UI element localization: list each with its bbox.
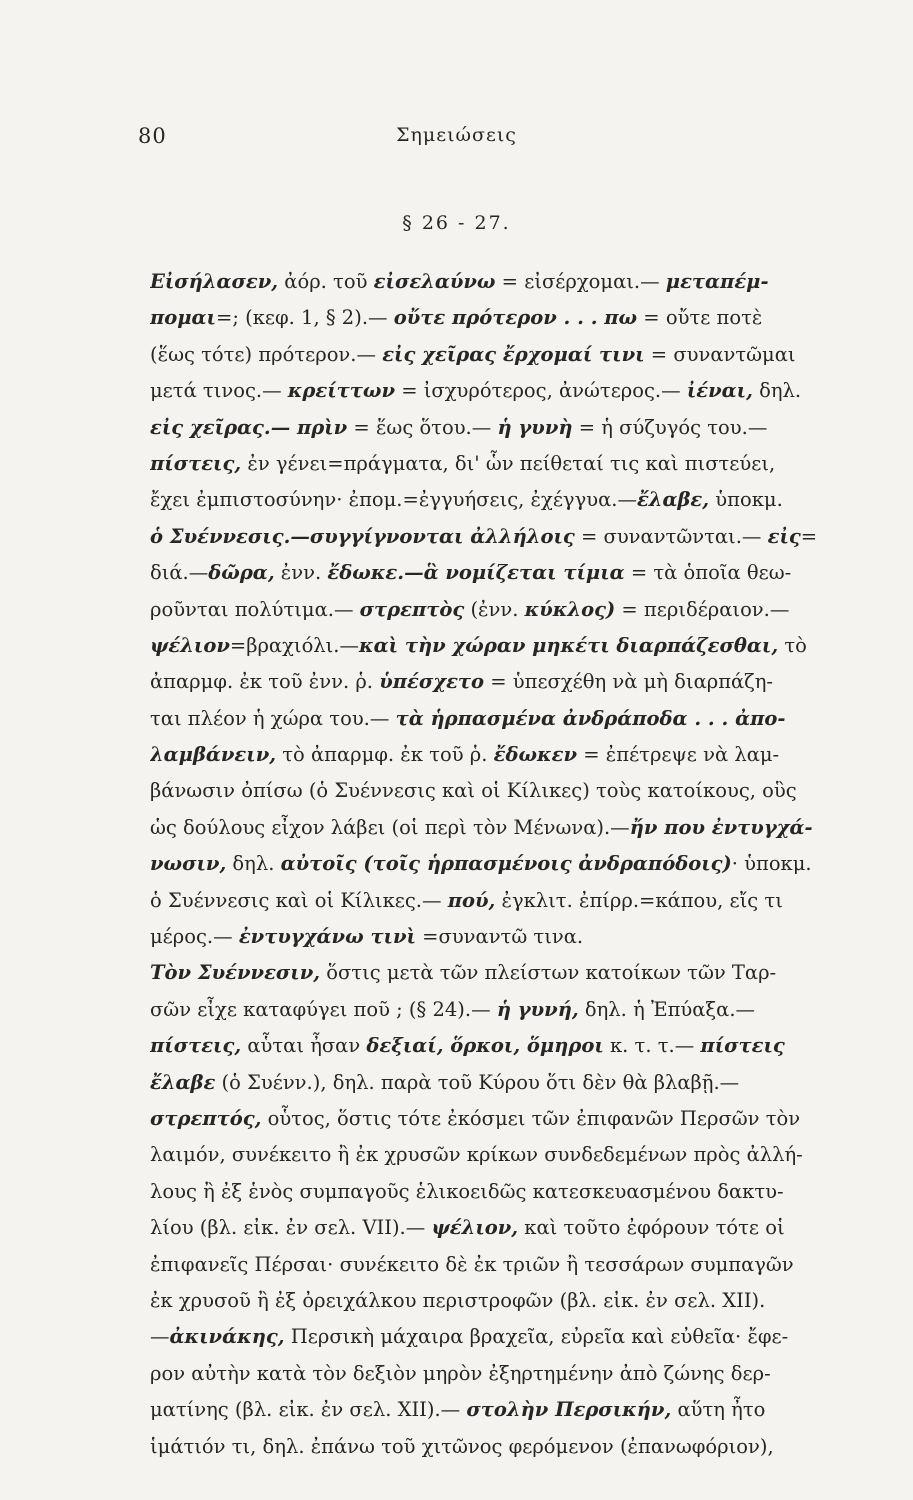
headword: ἔλαβε xyxy=(150,1070,216,1094)
gloss-text: καὶ τοῦτο ἐφόρουν τότε οἱ xyxy=(518,1216,785,1240)
gloss-text: = ἐπέτρεψε νὰ λαμ- xyxy=(577,743,780,767)
page-number: 80 xyxy=(138,124,167,148)
notes-body xyxy=(150,264,902,1465)
text-line xyxy=(150,955,902,991)
gloss-text: λίου (βλ. εἰκ. ἐν σελ. VII).— xyxy=(150,1216,432,1240)
gloss-text: = ἰσχυρότερος, ἀνώτερος.— xyxy=(395,379,687,403)
gloss-text: βάνωσιν ὀπίσω (ὁ Συέννεσις καὶ οἱ Κίλικες) τοὺς κατοίκους, οὓς xyxy=(150,779,797,803)
gloss-text: κ. τ. τ.— xyxy=(603,1034,701,1058)
headword: καὶ τὴν χώραν μηκέτι διαρπάζεσθαι, xyxy=(359,633,779,657)
headword: δῶρα, xyxy=(208,561,275,585)
gloss-text: Περσικὴ μάχαιρα βραχεῖα, εὐρεῖα καὶ εὐθεῖα· ἔφε- xyxy=(284,1325,789,1349)
text-line xyxy=(150,446,902,482)
text-line xyxy=(150,846,902,882)
gloss-text: =συναντῶ τινα. xyxy=(415,925,584,949)
gloss-text: (ἕως τότε) πρότερον.— xyxy=(150,342,383,366)
headword: τὰ ἡρπασμένα ἀνδράποδα . . . ἀπο- xyxy=(395,706,786,730)
gloss-text: ρον αὐτὴν κατὰ τὸν δεξιὸν μηρὸν ἐξηρτημένην ἀπὸ ζώνης δερ- xyxy=(150,1361,771,1385)
text-line xyxy=(150,1356,902,1392)
gloss-text: λαιμόν, συνέκειτο ἢ ἐκ χρυσῶν κρίκων συνδεδεμένων πρὸς ἀλλή- xyxy=(150,1143,803,1167)
gloss-text: τὸ ἀπαρμφ. ἐκ τοῦ ῥ. xyxy=(276,743,494,767)
page-header xyxy=(0,124,913,158)
headword: ἔδωκε.—ἃ νομίζεται τίμια xyxy=(327,561,625,585)
running-title: Σημειώσεις xyxy=(396,124,517,146)
gloss-text: = ὑπεσχέθη νὰ μὴ διαρπάζη- xyxy=(484,670,774,694)
headword: ψέλιον xyxy=(150,633,230,657)
headword: οὔτε πρότερον . . . πω xyxy=(393,306,638,330)
text-line xyxy=(150,1174,902,1210)
text-line xyxy=(150,1101,902,1137)
text-line xyxy=(150,264,902,300)
headword: στολὴν Περσικήν, xyxy=(466,1398,672,1422)
gloss-text: · ὑποκμ. xyxy=(731,852,812,876)
headword: ἡ γυνὴ xyxy=(497,415,573,439)
headword: εἰς χεῖρας ἔρχομαί τινι xyxy=(382,342,645,366)
headword: ἰέναι, xyxy=(686,379,753,403)
headword: ἔλαβε, xyxy=(636,488,710,512)
headword: ψέλιον, xyxy=(431,1216,519,1240)
gloss-text: ὡς δούλους εἶχον λάβει (οἱ περὶ τὸν Μένωνα).— xyxy=(150,815,630,839)
headword: εἰς xyxy=(767,524,801,548)
headword: ὑπέσχετο xyxy=(379,670,485,694)
headword: πίστεις, xyxy=(150,1034,242,1058)
text-line xyxy=(150,555,902,591)
text-line xyxy=(150,664,902,700)
gloss-text: αὕτη ἦτο xyxy=(671,1398,766,1422)
gloss-text: ἔχει ἐμπιστοσύνην· ἐπομ.=ἐγγυήσεις, ἐχέγγυα.— xyxy=(150,488,637,512)
headword: λαμβάνειν, xyxy=(150,743,277,767)
gloss-text: (ὁ Συένν.), δηλ. παρὰ τοῦ Κύρου ὅτι δὲν θὰ βλαβῇ.— xyxy=(215,1070,740,1094)
gloss-text: ἐκ χρυσοῦ ἢ ἐξ ὀρειχάλκου περιστροφῶν (βλ. εἰκ. ἐν σελ. XII). xyxy=(150,1288,766,1312)
text-line xyxy=(150,482,902,518)
gloss-text: ὅστις μετὰ τῶν πλείστων κατοίκων τῶν Ταρ- xyxy=(320,961,777,985)
headword: Τὸν Συέννεσιν, xyxy=(150,961,321,985)
gloss-text: ἀπαρμφ. ἐκ τοῦ ἐνν. ῥ. xyxy=(150,670,380,694)
gloss-text: (ἐνν. xyxy=(464,597,525,621)
headword: αὐτοῖς (τοῖς ἡρπασμένοις ἀνδραπόδοις) xyxy=(280,852,732,876)
gloss-text: ὑποκμ. xyxy=(709,488,783,512)
gloss-text: =βραχιόλι.— xyxy=(229,633,360,657)
gloss-text: ἀόρ. τοῦ xyxy=(278,270,374,293)
gloss-text: = οὔτε ποτὲ xyxy=(637,306,763,330)
text-line xyxy=(150,1247,902,1283)
text-line xyxy=(150,919,902,955)
headword: ἀκινάκης, xyxy=(169,1325,285,1349)
gloss-text: τὸ xyxy=(778,633,807,657)
text-line xyxy=(150,1283,902,1319)
text-line xyxy=(150,410,902,446)
headword: ἔδωκεν xyxy=(493,743,578,767)
headword: ἤν που ἐντυγχά- xyxy=(629,815,813,839)
headword: στρεπτός, xyxy=(150,1106,262,1130)
gloss-text: δηλ. xyxy=(752,379,802,403)
gloss-text: λους ἢ ἐξ ἑνὸς συμπαγοῦς ἑλικοειδῶς κατεσκευασμένου δακτυ- xyxy=(150,1179,784,1203)
text-line xyxy=(150,1065,902,1101)
headword: ἐντυγχάνω τινὶ xyxy=(238,925,416,949)
text-line xyxy=(150,519,902,555)
headword: Εἰσήλασεν, xyxy=(150,270,279,293)
text-line xyxy=(150,1210,902,1246)
gloss-text: ἐνν. xyxy=(274,561,328,585)
gloss-text: ἐπιφανεῖς Πέρσαι· συνέκειτο δὲ ἐκ τριῶν ἢ τεσσάρων συμπαγῶν xyxy=(150,1252,794,1276)
section-heading: § 26 - 27. xyxy=(402,212,511,234)
gloss-text: — xyxy=(150,1325,170,1349)
gloss-text: = συναντῶμαι xyxy=(644,342,796,366)
gloss-text: = ἕως ὅτου.— xyxy=(347,415,498,439)
text-line xyxy=(150,592,902,628)
headword: πρὶν xyxy=(297,415,348,439)
gloss-text: δηλ. ἡ Ἐπύαξα.— xyxy=(578,997,756,1021)
headword: δεξιαί, ὅρκοι, ὅμηροι xyxy=(366,1034,604,1058)
gloss-text: διά.— xyxy=(150,561,209,585)
text-line xyxy=(150,1319,902,1355)
headword: πού, xyxy=(447,888,496,912)
gloss-text: ματίνης (βλ. εἰκ. ἐν σελ. XII).— xyxy=(150,1398,467,1422)
headword: εἰσελαύνω xyxy=(373,270,496,293)
text-line xyxy=(150,1028,902,1064)
gloss-text: ἐγκλιτ. ἐπίρρ.=κάπου, εἴς τι xyxy=(495,888,783,912)
gloss-text: ἱμάτιόν τι, δηλ. ἐπάνω τοῦ χιτῶνος φερόμενον (ἐπανωφόριον), xyxy=(150,1434,774,1458)
gloss-text: αὗται ἦσαν xyxy=(241,1034,367,1058)
text-line xyxy=(150,701,902,737)
headword: ἡ γυνή, xyxy=(496,997,579,1021)
gloss-text: δηλ. xyxy=(226,852,281,876)
gloss-text: = περιδέραιον.— xyxy=(615,597,790,621)
headword: κρείττων xyxy=(287,379,395,403)
text-line xyxy=(150,373,902,409)
headword: νωσιν, xyxy=(150,852,227,876)
text-line xyxy=(150,628,902,664)
gloss-text: οὗτος, ὅστις τότε ἐκόσμει τῶν ἐπιφανῶν Περσῶν τὸν xyxy=(261,1106,801,1130)
text-line xyxy=(150,992,902,1028)
text-line xyxy=(150,737,902,773)
headword: στρεπτὸς xyxy=(359,597,465,621)
gloss-text: =; (κεφ. 1, § 2).— xyxy=(216,306,394,330)
text-line xyxy=(150,300,902,336)
text-line xyxy=(150,1392,902,1428)
headword: εἰς χεῖρας.— xyxy=(150,415,297,439)
gloss-text: = εἰσέρχομαι.— xyxy=(495,270,666,293)
text-line xyxy=(150,1137,902,1173)
gloss-text: = τὰ ὁποῖα θεω- xyxy=(624,561,792,585)
gloss-text: μετά τινος.— xyxy=(150,379,288,403)
headword: πίστεις, xyxy=(150,451,242,475)
gloss-text: ὁ Συέννεσις καὶ οἱ Κίλικες.— xyxy=(150,888,448,912)
gloss-text: = xyxy=(800,524,818,548)
headword: κύκλος) xyxy=(524,597,616,621)
gloss-text: ροῦνται πολύτιμα.— xyxy=(150,597,360,621)
gloss-text: ἐν γένει=πράγματα, δι' ὧν πείθεταί τις καὶ πιστεύει, xyxy=(241,451,776,475)
gloss-text: μέρος.— xyxy=(150,925,239,949)
gloss-text: ται πλέον ἡ χώρα του.— xyxy=(150,706,396,730)
headword: μεταπέμ- xyxy=(665,270,769,293)
gloss-text: σῶν εἶχε καταφύγει ποῦ ; (§ 24).— xyxy=(150,997,497,1021)
headword: πομαι xyxy=(150,306,216,330)
gloss-text: = ἡ σύζυγός του.— xyxy=(572,415,768,439)
text-line xyxy=(150,337,902,373)
text-line xyxy=(150,810,902,846)
headword: πίστεις xyxy=(700,1034,785,1058)
headword: ὁ Συέννεσις.—συγγίγνονται ἀλλήλοις xyxy=(150,524,575,548)
text-line xyxy=(150,883,902,919)
text-line xyxy=(150,773,902,809)
gloss-text: = συναντῶνται.— xyxy=(574,524,768,548)
text-line xyxy=(150,1429,902,1465)
